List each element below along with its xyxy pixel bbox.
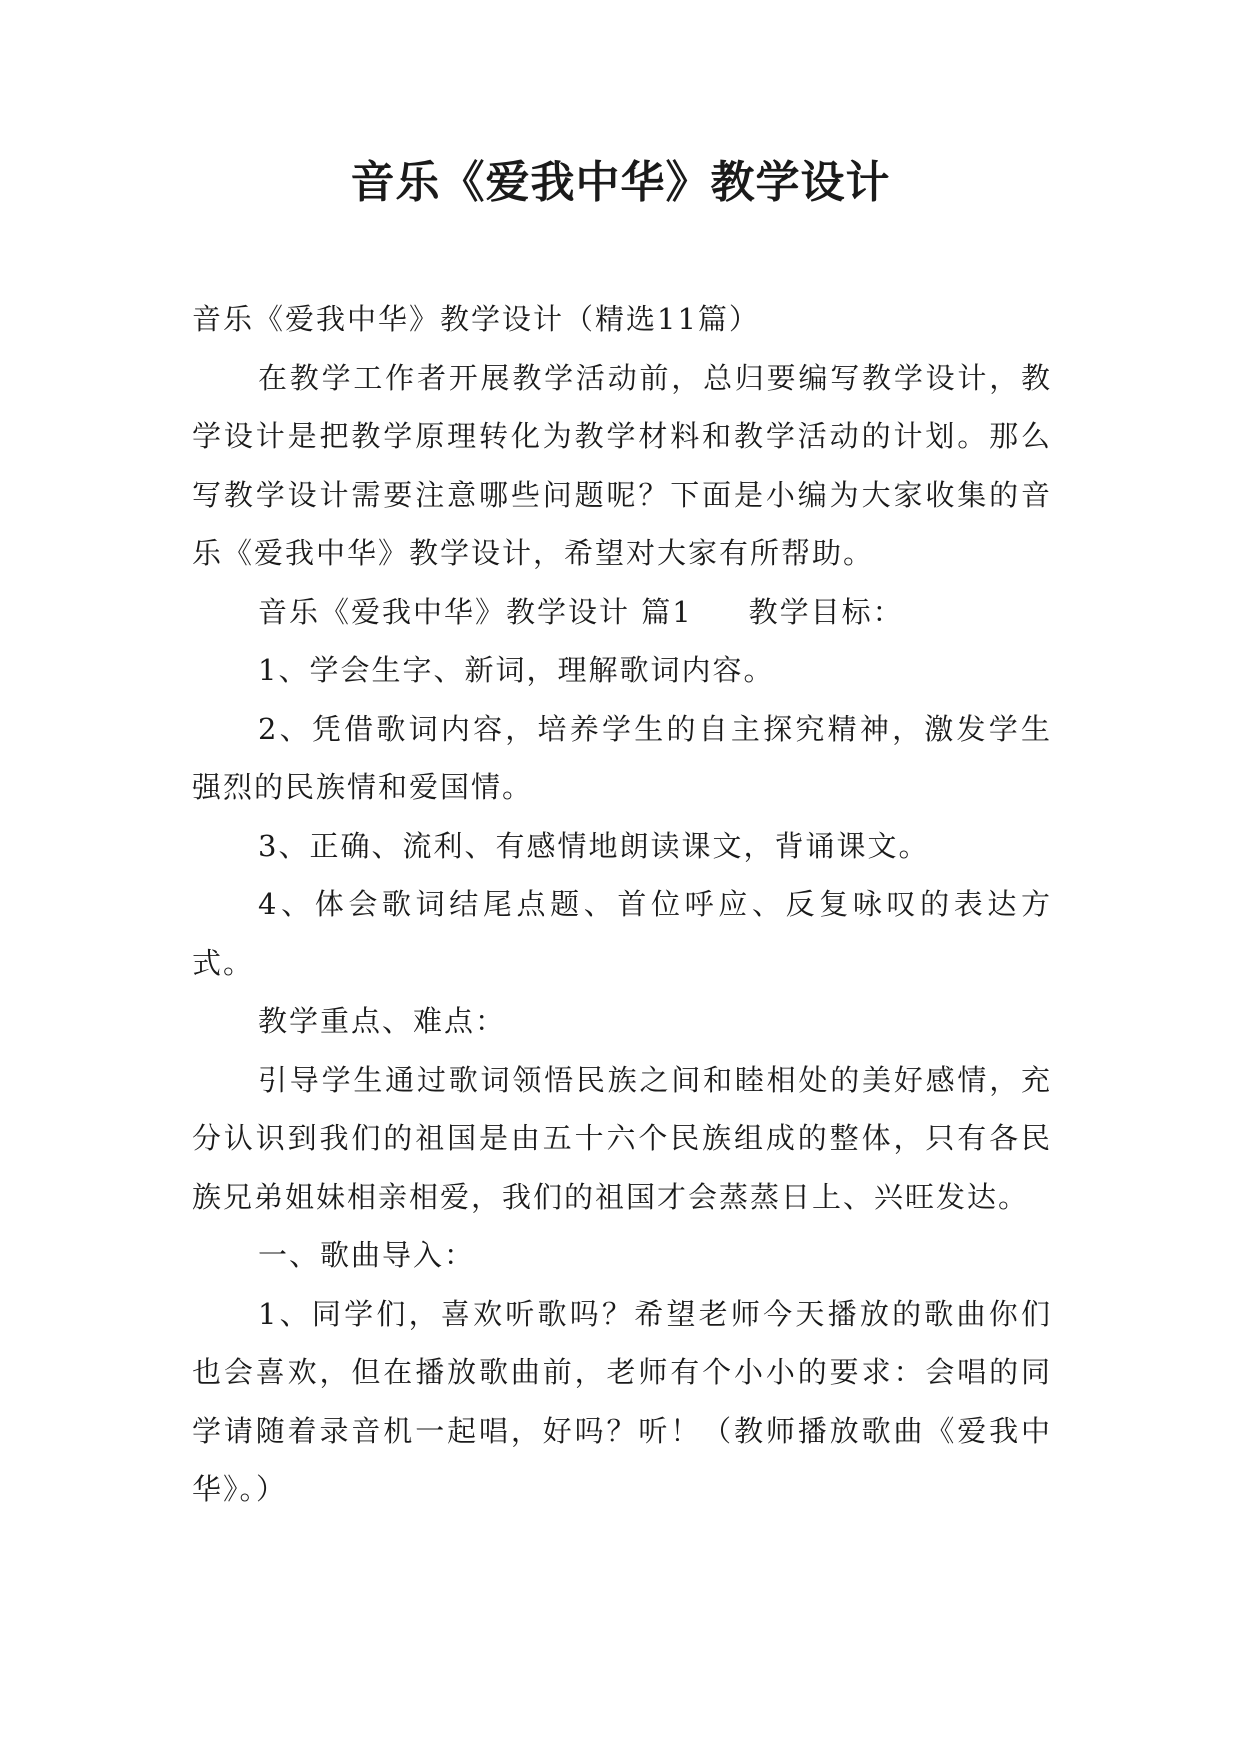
section-heading-line: [192, 583, 1052, 642]
document-subtitle: 音乐《爱我中华》教学设计（精选11篇）: [192, 302, 760, 336]
key-points-heading: 教学重点、难点：: [258, 1004, 507, 1038]
section-heading: 音乐《爱我中华》教学设计 篇1: [258, 594, 693, 629]
goals-heading: 教学目标：: [748, 594, 904, 629]
goal-item-2: 2、凭借歌词内容，培养学生的自主探究精神，激发学生强烈的民族情和爱国情。: [192, 711, 1052, 804]
document-title: 音乐《爱我中华》教学设计: [350, 157, 891, 208]
key-points-paragraph: 引导学生通过歌词领悟民族之间和睦相处的美好感情，充分认识到我们的祖国是由五十六个民族组成的整体，只有各民族兄弟姐妹相亲相爱，我们的祖国才会蒸蒸日上、兴旺发达。: [192, 1062, 1052, 1214]
goal-item-4: 4、体会歌词结尾点题、首位呼应、反复咏叹的表达方式。: [192, 887, 1052, 980]
intro-section-heading: 一、歌曲导入：: [258, 1238, 476, 1272]
intro-paragraph: 在教学工作者开展教学活动前，总归要编写教学设计，教学设计是把教学原理转化为教学材料和教学活动的计划。那么写教学设计需要注意哪些问题呢？下面是小编为大家收集的音乐《爱我中华》教学设计，希望对大家有所帮助。: [192, 360, 1052, 570]
document-body: [192, 290, 1052, 1519]
goal-item-1: 1、学会生字、新词，理解歌词内容。: [258, 653, 775, 687]
goal-item-3: 3、正确、流利、有感情地朗读课文，背诵课文。: [258, 828, 930, 863]
intro-section-item: 1、同学们，喜欢听歌吗？希望老师今天播放的歌曲你们也会喜欢，但在播放歌曲前，老师有个小小的要求：会唱的同学请随着录音机一起唱，好吗？听！（教师播放歌曲《爱我中华》。）: [192, 1296, 1052, 1506]
